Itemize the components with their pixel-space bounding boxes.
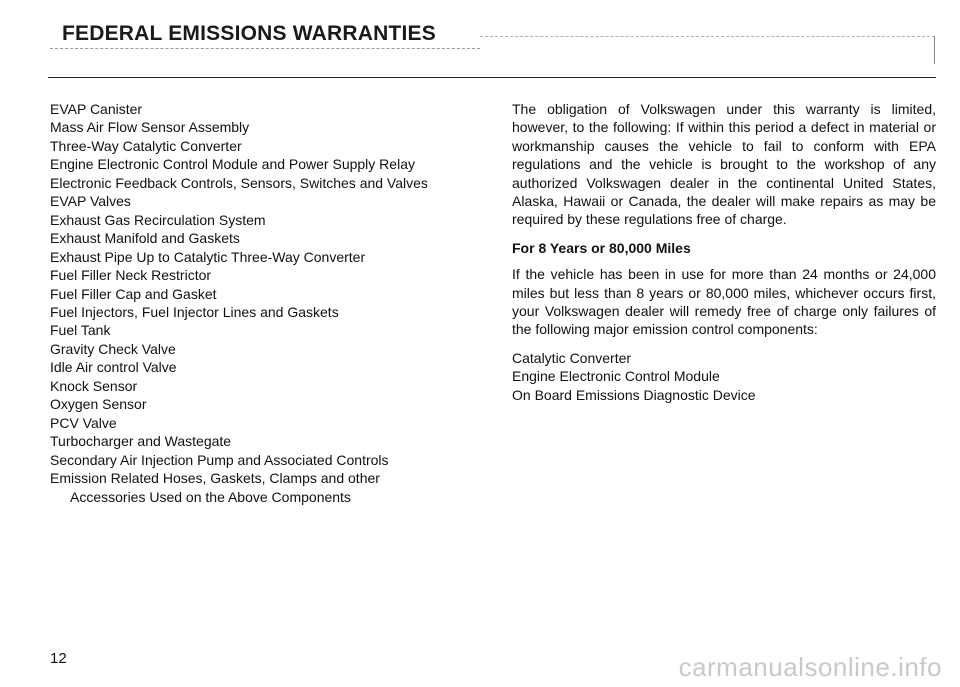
list-item: Exhaust Pipe Up to Catalytic Three-Way Converter [50, 248, 366, 265]
header-rule [48, 77, 936, 78]
list-item: Catalytic Converter [512, 349, 632, 366]
header-dashed-line [480, 36, 935, 37]
list-item: Electronic Feedback Controls, Sensors, Switches and Valves [50, 174, 428, 191]
list-item: EVAP Valves [50, 193, 131, 210]
list-item: Knock Sensor [50, 377, 138, 394]
list-item: Engine Electronic Control Module [512, 368, 720, 385]
list-item: Fuel Tank [50, 322, 111, 339]
list-item: PCV Valve [50, 414, 117, 431]
page-title: FEDERAL EMISSIONS WARRANTIES [62, 22, 436, 45]
list-item: Fuel Filler Neck Restrictor [50, 267, 212, 284]
section-subheading: For 8 Years or 80,000 Miles [512, 239, 691, 256]
list-item: Three-Way Catalytic Converter [50, 137, 242, 154]
list-item: Gravity Check Valve [50, 340, 176, 357]
list-item: EVAP Canister [50, 101, 143, 117]
covered-parts-list [50, 100, 470, 506]
list-item: Exhaust Manifold and Gaskets [50, 230, 240, 247]
list-item: Emission Related Hoses, Gaskets, Clamps and other [50, 470, 380, 487]
list-item: Secondary Air Injection Pump and Associated Controls [50, 451, 389, 468]
list-item: Turbocharger and Wastegate [50, 433, 232, 450]
list-item: Exhaust Gas Recirculation System [50, 211, 266, 228]
list-item: Idle Air control Valve [50, 359, 177, 376]
title-underline [50, 48, 480, 49]
list-item: Engine Electronic Control Module and Power Supply Relay [50, 156, 415, 173]
list-item: On Board Emissions Diagnostic Device [512, 386, 756, 403]
list-item: Fuel Filler Cap and Gasket [50, 285, 217, 302]
obligation-paragraph: The obligation of Volkswagen under this warranty is limited, however, to the following: If within this period a defect in material or workmanship causes the vehicle to fail to conform with EPA regulations and the vehicle is brought to the workshop of any authorized Volkswagen dealer in the continental United States, Alaska, Hawaii or Canada, the dealer will make repairs as may be required by these regulations free of charge. [512, 101, 936, 228]
watermark: carmanualsonline.info [678, 652, 942, 682]
warranty-text-column [512, 100, 936, 404]
list-item: Mass Air Flow Sensor Assembly [50, 119, 250, 136]
coverage-paragraph: If the vehicle has been in use for more than 24 months or 24,000 miles but less than 8 years or 80,000 miles, whichever occurs first, your Volkswagen dealer will remedy free of charge only failures of the following major emission control components: [512, 266, 936, 338]
list-item-continuation: Accessories Used on the Above Components [70, 488, 351, 505]
list-item: Oxygen Sensor [50, 396, 147, 413]
page-number: 12 [50, 650, 67, 667]
list-item: Fuel Injectors, Fuel Injector Lines and Gaskets [50, 303, 339, 320]
major-components-list [512, 349, 936, 404]
header-tick-mark [934, 36, 935, 64]
